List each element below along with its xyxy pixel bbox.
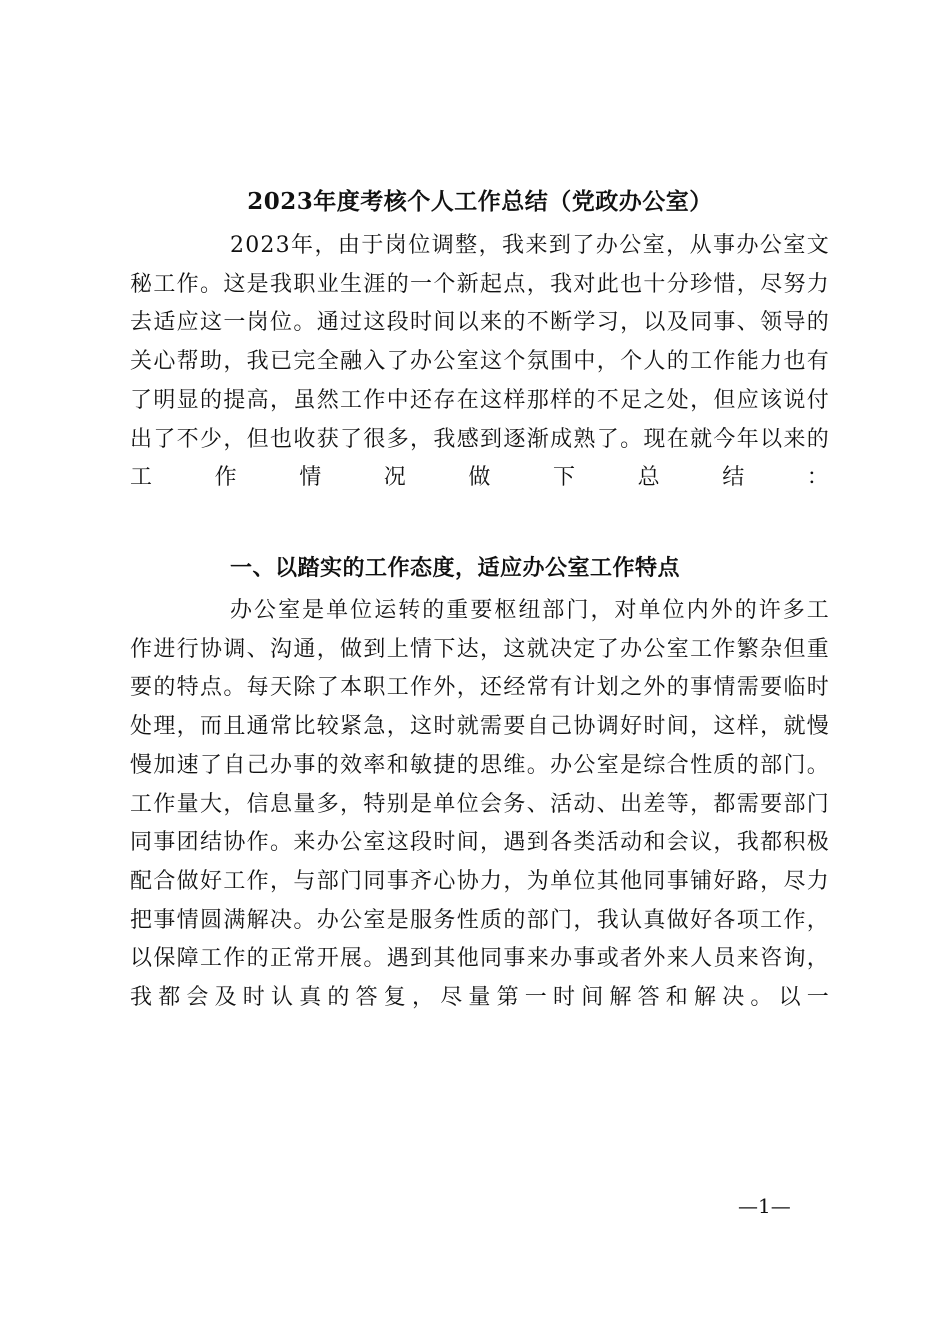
section-heading-1: 一、以踏实的工作态度，适应办公室工作特点 — [230, 556, 681, 581]
page-number: —1— — [738, 1194, 791, 1218]
paragraph-intro: 2023年，由于岗位调整，我来到了办公室，从事办公室文秘工作。这是我职业生涯的一个新起点，我对此也十分珍惜，尽努力去适应这一岗位。通过这段时间以来的不断学习，以及同事、领导的关心帮助，我已完全融入了办公室这个氛围中，个人的工作能力也有了明显的提高，虽然工作中还存在这样那样的不足之处，但应该说付出了不少，但也收获了很多，我感到逐渐成熟了。现在就今年以来的工作情况做下总结： — [130, 233, 830, 491]
paragraph-section-1: 办公室是单位运转的重要枢纽部门，对单位内外的许多工作进行协调、沟通，做到上情下达，这就决定了办公室工作繁杂但重要的特点。每天除了本职工作外，还经常有计划之外的事情需要临时处理，而且通常比较紧急，这时就需要自己协调好时间，这样，就慢慢加速了自己办事的效率和敏捷的思维。办公室是综合性质的部门。工作量大，信息量多，特别是单位会务、活动、出差等，都需要部门同事团结协作。来办公室这段时间，遇到各类活动和会议，我都积极配合做好工作，与部门同事齐心协力，为单位其他同事铺好路，尽力把事情圆满解决。办公室是服务性质的部门，我认真做好各项工作，以保障工作的正常开展。遇到其他同事来办事或者外来人员来咨询，我都会及时认真的答复，尽量第一时间解答和解决。以一 — [130, 598, 830, 1011]
document-title: 2023年度考核个人工作总结（党政办公室） — [247, 188, 713, 215]
